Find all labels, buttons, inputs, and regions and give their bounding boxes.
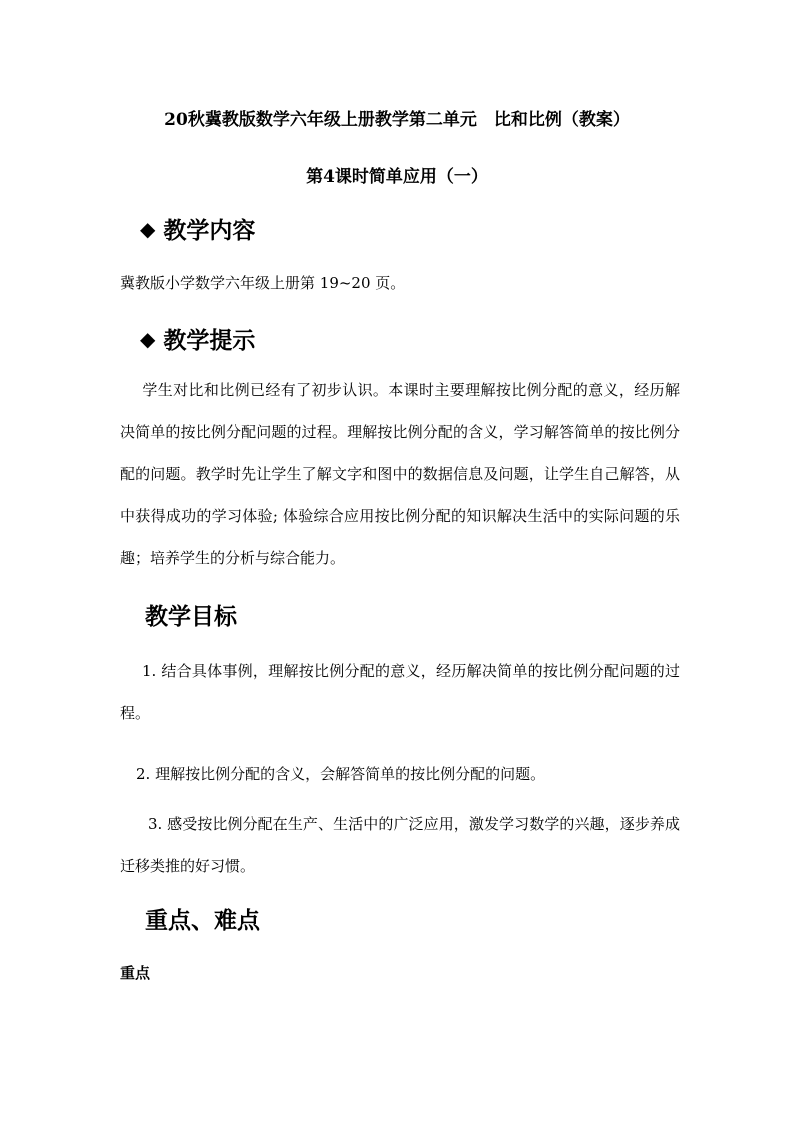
section-heading-label: 教学内容 [163,217,256,244]
lesson-subtitle: 第4课时简单应用（一） [306,167,488,187]
objective-item [120,753,680,795]
diamond-icon: ◆ [140,216,156,241]
document-title: 20秋冀教版数学六年级上册教学第二单元 比和比例（教案） [164,110,630,130]
content-text: 冀教版小学数学六年级上册第 19~20 页。 [120,274,406,292]
tips-paragraph [120,369,680,579]
section-heading-label: 重点、难点 [145,907,260,934]
section-heading-tips [140,322,255,355]
key-point-label: 重点 [120,964,151,982]
section-heading-label: 教学目标 [145,603,237,630]
objective-text: 2. 理解按比例分配的含义，会解答简单的按比例分配的问题。 [136,765,546,783]
tips-text: 学生对比和比例已经有了初步认识。本课时主要理解按比例分配的意义，经历解决简单的按比例分配问题的过程。理解按比例分配的含义，学习解答简单的按比例分配的问题。教学时先让学生了解文字和图中的数据信息及问题，让学生自己解答，从中获得成功的学习体验; 体验综合应用按比例分配的知识解决生活中的实际问题的乐趣；培养学生的分析与综合能力。 [120,381,680,567]
section-heading-objectives [145,598,237,631]
section-heading-content [140,212,255,245]
section-heading-key-points [145,902,260,935]
objective-text: 1. 结合具体事例，理解按比例分配的意义，经历解决简单的按比例分配问题的过程。 [120,662,680,722]
section-heading-label: 教学提示 [163,327,256,354]
objective-item [120,650,680,734]
objective-text: 3. 感受按比例分配在生产、生活中的广泛应用，激发学习数学的兴趣，逐步养成迁移类推的好习惯。 [120,815,680,875]
objective-item [120,803,680,887]
diamond-icon: ◆ [140,326,156,351]
